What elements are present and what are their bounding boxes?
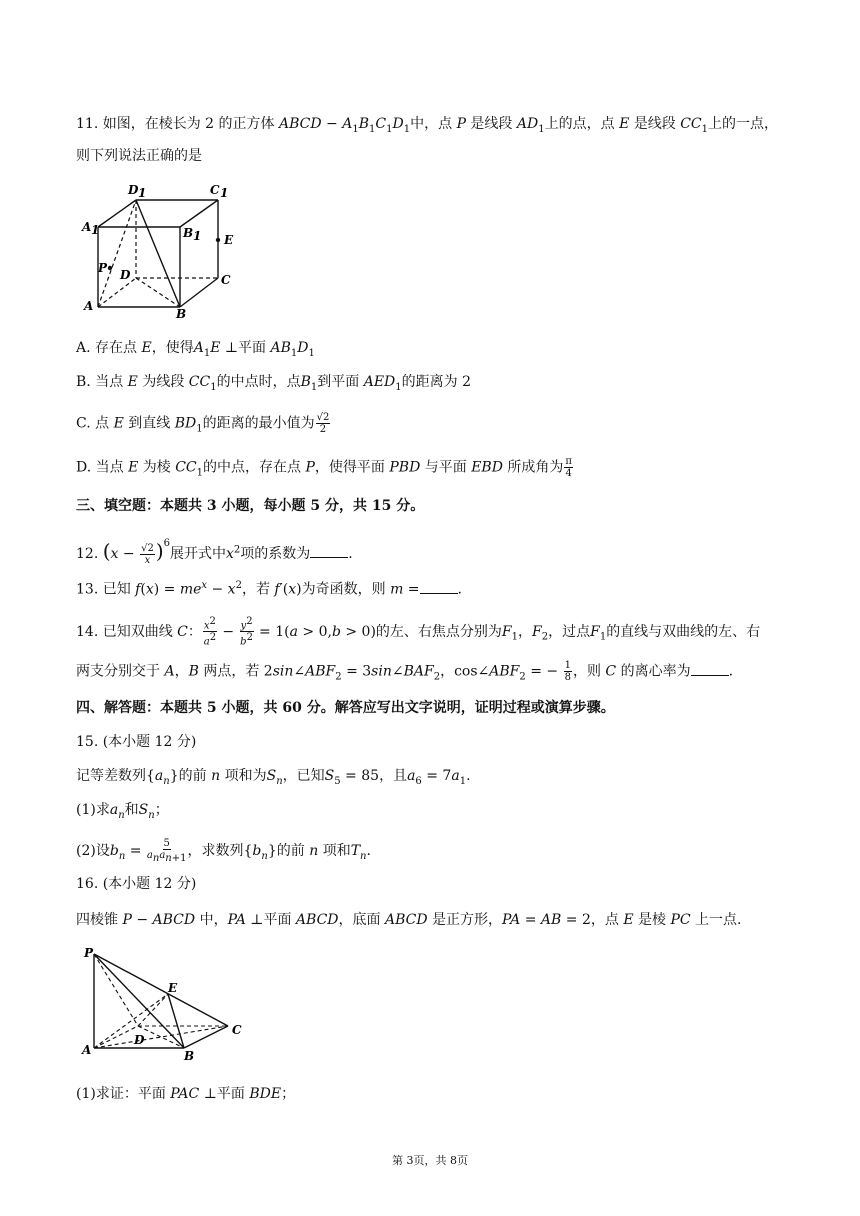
q16-line1: 四棱锥 P − ABCD 中，PA ⊥平面 ABCD，底面 ABCD 是正方形，PA = AB = 2，点 E 是棱 PC 上一点. xyxy=(76,912,742,928)
label-D: D xyxy=(120,268,131,282)
label-D: D xyxy=(134,1033,145,1047)
q11-line1: 11. 如图，在棱长为 2 的正方体 ABCD − $A_1B_1C_1D_1$中，点 P 是线段 $AD_1$上的点，点 E 是线段 $CC_1$上的一点， xyxy=(76,116,779,135)
label-B: B xyxy=(184,1049,195,1063)
q15-part2: (2)设$b_n$ = $\frac{5}{a_na_{n+1}}$ ，求数列$\{b_n\}$的前 n 项和$T_n$. xyxy=(76,838,371,864)
q16-part1: (1)求证：平面 PAC ⊥平面 BDE； xyxy=(76,1086,296,1102)
label-A1: A xyxy=(82,220,92,234)
label-B: B xyxy=(176,307,187,320)
label-P: P xyxy=(84,946,94,960)
page-footer: 第 3页，共 8页 xyxy=(392,1154,468,1167)
q11-option-d: D. 当点 E 为棱 $CC_1$的中点，存在点 P，使得平面 PBD 与平面 EBD 所成角为 $\frac{\pi}{4}$ xyxy=(76,456,572,479)
svg-text:1: 1 xyxy=(91,223,100,237)
cube-figure xyxy=(76,180,246,320)
label-C: C xyxy=(232,1023,242,1037)
q13: 13. 已知 $f(x) = me^x - x^2$，若 f′(x)为奇函数，则 m = . xyxy=(76,580,462,598)
q14-line2: 两支分别交于 A，B 两点，若 $2\sin\angle ABF_2$ = $3\sin\angle BAF_2$，$\cos\angle ABF_2$ = − $\frac{1}{8}$ ，则 C 的离心率为 . xyxy=(76,660,734,683)
label-E: E xyxy=(224,233,234,247)
label-A: A xyxy=(82,1043,92,1057)
q11-option-a: A. 存在点 E，使得$A_1E$ ⊥平面 $AB_1D_1$ xyxy=(76,340,315,359)
svg-text:1: 1 xyxy=(220,186,229,200)
q11-option-c: C. 点 E 到直线 $BD_1$的距离的最小值为 $\frac{√2}{2}$ xyxy=(76,412,330,435)
q16-head: 16. (本小题 12 分) xyxy=(76,876,197,892)
label-P: P xyxy=(98,261,108,275)
label-E: E xyxy=(168,981,178,995)
q15-line1: 记等差数列$\{a_n\}$的前 n 项和为$S_n$，已知$S_5 = 85$，且$a_6 = 7a_1$. xyxy=(76,768,471,787)
q15-part1: (1)求$a_n$和$S_n$； xyxy=(76,802,169,821)
pyramid-figure xyxy=(76,944,256,1064)
q15-head: 15. (本小题 12 分) xyxy=(76,734,197,750)
label-C1: C xyxy=(210,183,220,197)
q12: 12. (x − $\frac{√2}{x}$ )$^6$展开式中$x^2$项的系数为 . xyxy=(76,538,353,566)
section-4-heading: 四、解答题：本题共 5 小题，共 60 分。解答应写出文字说明，证明过程或演算步骤。 xyxy=(76,700,615,716)
q11-line2: 则下列说法正确的是 xyxy=(76,148,202,164)
q14-line1: 14. 已知双曲线 C： $\frac{x^2}{a^2}$ − $\frac{y^2}{b^2}$ = 1(a > 0,b > 0)的左、右焦点分别为$F_1$，$F_2$，过点$F_1$的直线与双曲线的左、右 xyxy=(76,616,761,648)
svg-text:1: 1 xyxy=(138,186,147,200)
label-A: A xyxy=(84,299,94,313)
label-D1: D xyxy=(128,183,139,197)
section-3-heading: 三、填空题：本题共 3 小题，每小题 5 分，共 15 分。 xyxy=(76,498,425,514)
q11-option-b: B. 当点 E 为线段 $CC_1$的中点时，点$B_1$到平面 $AED_1$的距离为 2 xyxy=(76,374,472,393)
label-B1: B xyxy=(183,226,194,240)
label-C: C xyxy=(221,273,231,287)
svg-text:1: 1 xyxy=(193,229,202,243)
